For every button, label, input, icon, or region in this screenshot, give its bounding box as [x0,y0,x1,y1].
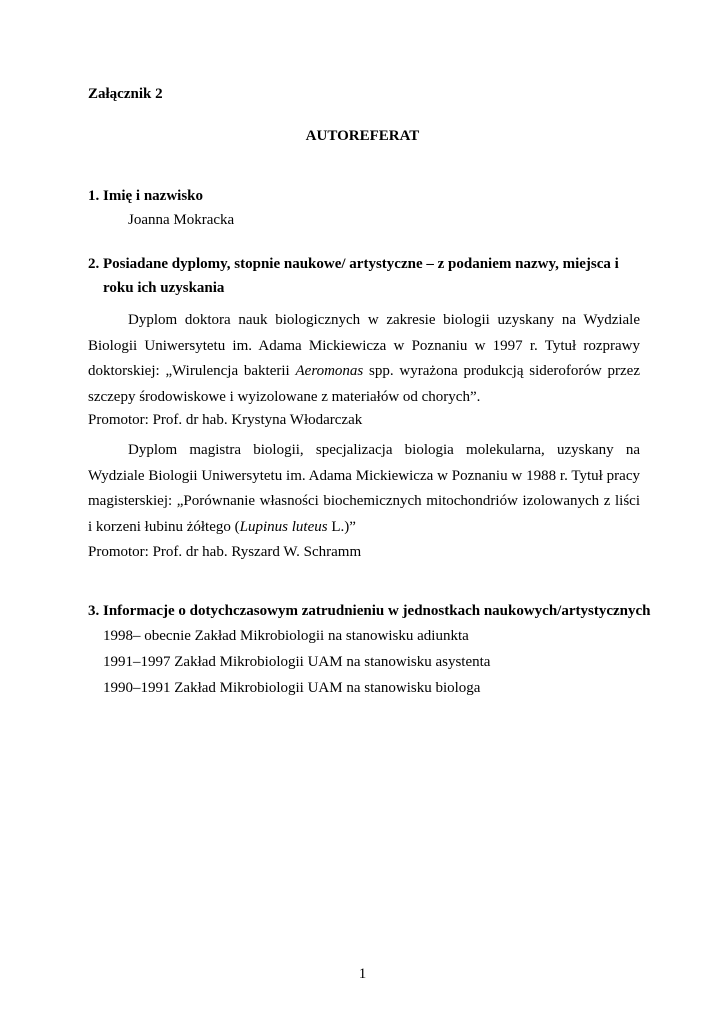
phd-text-a: Dyplom doktora nauk biologicznych w zakresie biologii uzyskany na Wydziale Biologii Uniwersytetu im. Adama Mickiewicza w Poznaniu w 1997 r. Tytuł rozprawy doktorskiej: „Wirulencja bakterii [88,312,640,379]
document-title: AUTOREFERAT [305,128,420,144]
annex-label: Załącznik 2 [88,86,163,102]
msc-text-b: L.)” [327,518,356,535]
section-3-number: 3. [88,603,100,619]
page-number: 1 [358,966,367,982]
section-2-heading-line2: roku ich uzyskania [103,280,225,296]
msc-text-italic: Lupinus luteus [239,518,328,535]
msc-paragraph [88,438,640,540]
section-3-heading [88,603,651,620]
section-1-heading [88,188,203,205]
employment-item: 1990–1991 Zakład Mikrobiologii UAM na stanowisku biologa [103,680,481,696]
section-3-heading-text: Informacje o dotychczasowym zatrudnieniu w jednostkach naukowych/artystycznych [103,603,651,619]
phd-text-b: spp. wyrażona produkcją sideroforów przez szczepy środowiskowe i wyizolowane z materiałów od chorych”. [88,363,640,405]
phd-promotor: Promotor: Prof. dr hab. Krystyna Włodarczak [88,412,363,428]
person-name: Joanna Mokracka [128,212,235,228]
phd-paragraph [88,308,640,410]
msc-text-a: Dyplom magistra biologii, specjalizacja biologia molekularna, uzyskany na Wydziale Biologii Uniwersytetu im. Adama Mickiewicza w Poznaniu w 1988 r. Tytuł pracy magisterskiej: „Porównanie własności biochemicznych mitochondriów izolowanych z liści i korzeni łubinu żółtego ( [88,442,640,535]
section-1-number: 1. [88,188,100,204]
section-1-heading-text: Imię i nazwisko [103,188,204,204]
section-2-number: 2. [88,256,100,272]
section-2-heading [88,256,619,273]
msc-promotor: Promotor: Prof. dr hab. Ryszard W. Schramm [88,544,362,560]
phd-text-italic: Aeromonas [295,363,364,379]
employment-item: 1991–1997 Zakład Mikrobiologii UAM na stanowisku asystenta [103,654,491,670]
employment-item: 1998– obecnie Zakład Mikrobiologii na stanowisku adiunkta [103,628,469,644]
section-2-heading-line1: Posiadane dyplomy, stopnie naukowe/ artystyczne – z podaniem nazwy, miejsca i [103,256,619,272]
